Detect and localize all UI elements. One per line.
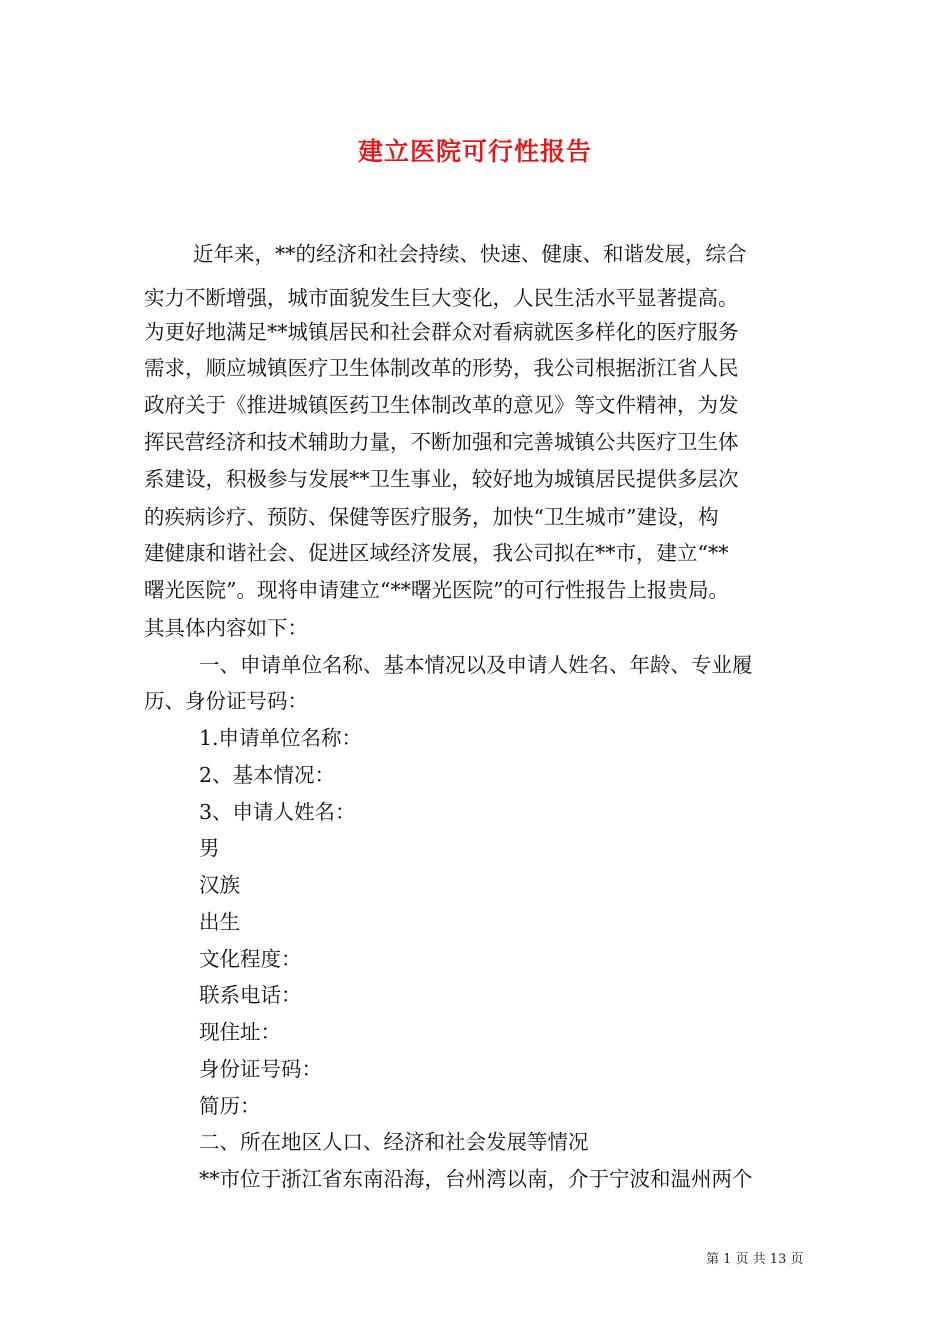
paragraph-line: 需求，顺应城镇医疗卫生体制改革的形势，我公司根据浙江省人民	[144, 356, 739, 380]
form-field-label: 3、申请人姓名：	[199, 800, 356, 824]
paragraph-line: **市位于浙江省东南沿海，台州湾以南，介于宁波和温州两个	[199, 1167, 753, 1191]
form-field-label: 身份证号码：	[199, 1057, 322, 1081]
form-field-label: 1.申请单位名称：	[199, 726, 363, 750]
form-field-label: 联系电话：	[199, 983, 302, 1007]
paragraph-line: 政府关于《推进城镇医药卫生体制改革的意见》等文件精神，为发	[144, 393, 739, 417]
paragraph-line: 曙光医院”。现将申请建立“**曙光医院”的可行性报告上报贵局。	[144, 578, 729, 602]
paragraph-line: 建健康和谐社会、促进区域经济发展，我公司拟在**市，建立“**	[144, 541, 729, 565]
form-field-label: 2、基本情况：	[199, 763, 336, 787]
form-field-label: 文化程度：	[199, 947, 302, 971]
form-field-label: 汉族	[199, 873, 240, 897]
paragraph-line: 近年来，**的经济和社会持续、快速、健康、和谐发展，综合	[193, 242, 747, 266]
paragraph-line: 系建设，积极参与发展**卫生事业，较好地为城镇居民提供多层次	[144, 467, 739, 491]
section-heading-continued: 历、身份证号码：	[144, 689, 308, 713]
paragraph-line: 的疾病诊疗、预防、保健等医疗服务，加快“卫生城市”建设，构	[144, 505, 719, 529]
paragraph-line: 挥民营经济和技术辅助力量，不断加强和完善城镇公共医疗卫生体	[144, 430, 739, 454]
form-field-label: 男	[199, 836, 220, 860]
document-title: 建立医院可行性报告	[357, 137, 592, 166]
form-field-label: 现住址：	[199, 1020, 281, 1044]
page-number: 第 1 页 共 13 页	[706, 1252, 804, 1267]
section-heading: 一、申请单位名称、基本情况以及申请人姓名、年龄、专业履	[199, 653, 753, 677]
section-heading: 二、所在地区人口、经济和社会发展等情况	[199, 1130, 589, 1154]
paragraph-line: 实力不断增强，城市面貌发生巨大变化，人民生活水平显著提高。	[144, 286, 739, 310]
paragraph-line: 为更好地满足**城镇居民和社会群众对看病就医多样化的医疗服务	[144, 320, 739, 344]
form-field-label: 出生	[199, 910, 240, 934]
paragraph-line: 其具体内容如下：	[144, 616, 308, 640]
form-field-label: 简历：	[199, 1094, 261, 1118]
